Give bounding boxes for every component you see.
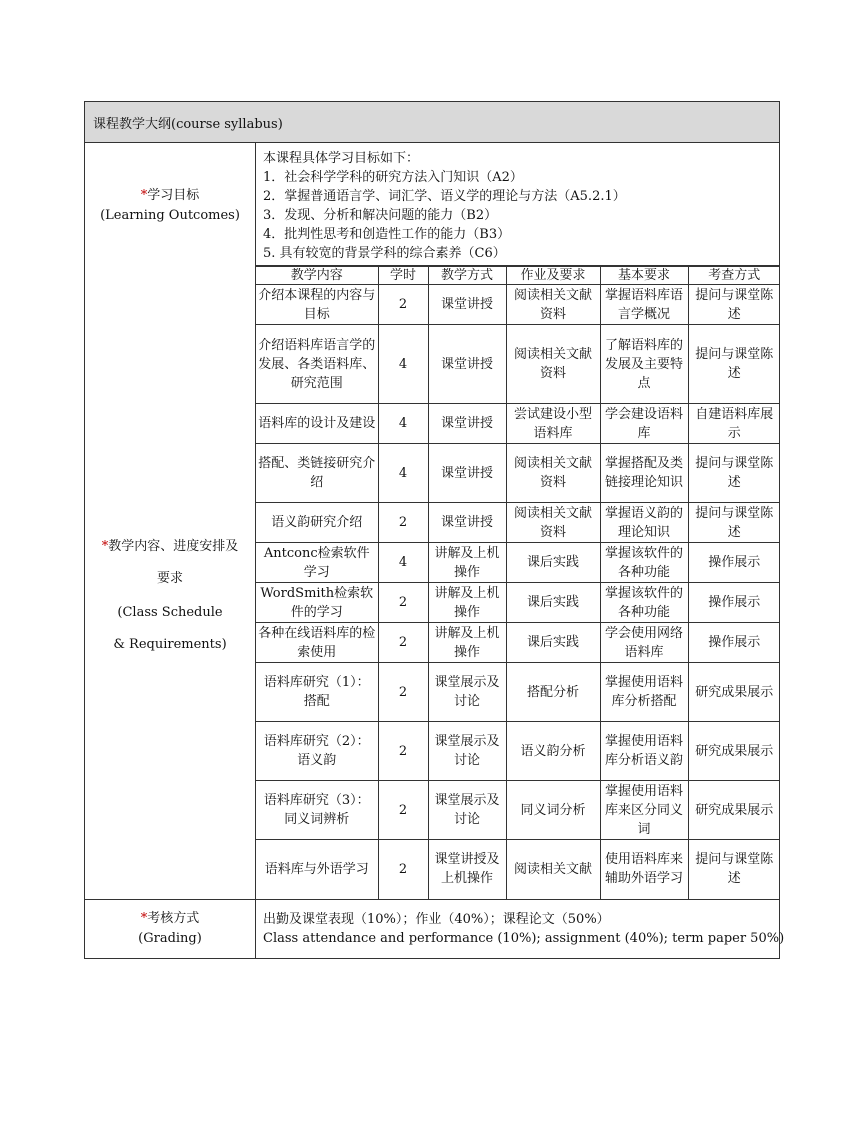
- objective-item: 5. 具有较宽的背景学科的综合素养（C6）: [263, 246, 506, 261]
- schedule-cell-content: 语料库的设计及建设: [256, 404, 378, 444]
- schedule-cell-content: 各种在线语料库的检索使用: [256, 623, 378, 663]
- objectives-label-cn: 学习目标: [147, 188, 200, 203]
- schedule-cell-hours: 2: [378, 840, 428, 899]
- required-mark: *: [140, 910, 148, 926]
- schedule-cell-hours: 4: [378, 325, 428, 404]
- schedule-cell-basic: 掌握该软件的各种功能: [600, 583, 688, 623]
- schedule-row-item: [256, 543, 780, 583]
- schedule-row-item: [256, 840, 780, 899]
- schedule-cell-assess: 操作展示: [688, 543, 780, 583]
- required-mark: *: [140, 188, 148, 203]
- schedule-cell-method: 课堂讲授: [428, 444, 506, 503]
- schedule-cell-homework: 同义词分析: [506, 781, 600, 840]
- schedule-cell-assess: 提问与课堂陈述: [688, 840, 780, 899]
- objectives-label-block: [85, 186, 255, 226]
- schedule-cell: [256, 266, 780, 900]
- schedule-cell-homework: 阅读相关文献资料: [506, 444, 600, 503]
- schedule-table: [256, 266, 780, 899]
- column-header: 教学内容: [256, 267, 378, 285]
- schedule-label-block: [85, 537, 255, 655]
- schedule-cell-homework: 阅读相关文献资料: [506, 325, 600, 404]
- syllabus-table: [84, 101, 785, 959]
- syllabus-title: 课程教学大纲(course syllabus): [85, 102, 780, 143]
- objectives-content: [256, 143, 780, 266]
- schedule-cell-assess: 研究成果展示: [688, 722, 780, 781]
- schedule-row-item: [256, 663, 780, 722]
- column-header: 考查方式: [688, 267, 780, 285]
- schedule-cell-hours: 2: [378, 722, 428, 781]
- schedule-cell-basic: 掌握搭配及类链接理论知识: [600, 444, 688, 503]
- schedule-label-en1: (Class Schedule: [117, 605, 223, 620]
- schedule-row-item: [256, 325, 780, 404]
- schedule-cell-homework: 语义韵分析: [506, 722, 600, 781]
- objective-item: 2．掌握普通语言学、词汇学、语义学的理论与方法（A5.2.1）: [263, 189, 626, 204]
- schedule-cell-homework: 阅读相关文献资料: [506, 285, 600, 325]
- grading-row: [85, 899, 780, 958]
- schedule-cell-basic: 掌握使用语料库分析搭配: [600, 663, 688, 722]
- column-header: 学时: [378, 267, 428, 285]
- schedule-cell-method: 课堂展示及讨论: [428, 663, 506, 722]
- schedule-row-item: [256, 781, 780, 840]
- schedule-cell-assess: 提问与课堂陈述: [688, 285, 780, 325]
- schedule-cell-assess: 操作展示: [688, 583, 780, 623]
- schedule-cell-content: 介绍语料库语言学的发展、各类语料库、研究范围: [256, 325, 378, 404]
- schedule-cell-homework: 搭配分析: [506, 663, 600, 722]
- objectives-intro: 本课程具体学习目标如下：: [263, 151, 420, 166]
- schedule-cell-method: 讲解及上机操作: [428, 583, 506, 623]
- schedule-cell-content: 语料库研究（2）：语义韵: [256, 722, 378, 781]
- schedule-label-cn2: 要求: [156, 571, 183, 586]
- schedule-label-en2: & Requirements): [113, 637, 227, 652]
- schedule-cell-basic: 掌握语料库语言学概况: [600, 285, 688, 325]
- schedule-cell-basic: 学会使用网络语料库: [600, 623, 688, 663]
- schedule-cell-assess: 操作展示: [688, 623, 780, 663]
- schedule-header-row: [256, 267, 780, 285]
- schedule-cell-basic: 掌握语义韵的理论知识: [600, 503, 688, 543]
- schedule-cell-assess: 自建语料库展示: [688, 404, 780, 444]
- schedule-cell-basic: 掌握该软件的各种功能: [600, 543, 688, 583]
- schedule-cell-content: 语料库研究（3）：同义词辨析: [256, 781, 378, 840]
- grading-label-en: (Grading): [138, 930, 202, 946]
- schedule-cell-hours: 2: [378, 781, 428, 840]
- schedule-cell-method: 课堂讲授: [428, 503, 506, 543]
- column-header: 教学方式: [428, 267, 506, 285]
- schedule-cell-basic: 了解语料库的发展及主要特点: [600, 325, 688, 404]
- grading-content: [256, 899, 785, 958]
- schedule-cell-content: 语料库与外语学习: [256, 840, 378, 899]
- schedule-cell-content: 介绍本课程的内容与目标: [256, 285, 378, 325]
- schedule-cell-assess: 研究成果展示: [688, 781, 780, 840]
- schedule-cell-homework: 课后实践: [506, 623, 600, 663]
- schedule-cell-hours: 2: [378, 663, 428, 722]
- schedule-cell-hours: 2: [378, 285, 428, 325]
- schedule-row-item: [256, 404, 780, 444]
- schedule-cell-method: 课堂讲授: [428, 404, 506, 444]
- schedule-cell-hours: 2: [378, 623, 428, 663]
- objectives-label-en: (Learning Outcomes): [100, 208, 240, 223]
- schedule-cell-method: 讲解及上机操作: [428, 623, 506, 663]
- schedule-row-item: [256, 583, 780, 623]
- schedule-cell-basic: 使用语料库来辅助外语学习: [600, 840, 688, 899]
- schedule-row-item: [256, 503, 780, 543]
- schedule-cell-homework: 课后实践: [506, 543, 600, 583]
- schedule-cell-method: 课堂展示及讨论: [428, 781, 506, 840]
- schedule-cell-hours: 2: [378, 503, 428, 543]
- schedule-cell-assess: 提问与课堂陈述: [688, 503, 780, 543]
- schedule-cell-basic: 掌握使用语料库来区分同义词: [600, 781, 688, 840]
- schedule-cell-homework: 阅读相关文献资料: [506, 503, 600, 543]
- schedule-cell-homework: 尝试建设小型语料库: [506, 404, 600, 444]
- schedule-row-item: [256, 285, 780, 325]
- column-header: 作业及要求: [506, 267, 600, 285]
- schedule-label-cn: 教学内容、进度安排及: [108, 539, 239, 554]
- schedule-cell-assess: 提问与课堂陈述: [688, 325, 780, 404]
- schedule-cell-hours: 2: [378, 583, 428, 623]
- schedule-cell-content: WordSmith检索软件的学习: [256, 583, 378, 623]
- schedule-cell-hours: 4: [378, 543, 428, 583]
- schedule-cell-assess: 提问与课堂陈述: [688, 444, 780, 503]
- schedule-cell-content: 搭配、类链接研究介绍: [256, 444, 378, 503]
- objective-item: 1．社会科学学科的研究方法入门知识（A2）: [263, 170, 523, 185]
- syllabus-header-row: [85, 102, 780, 143]
- grading-line-en: Class attendance and performance (10%); assignment (40%); term paper 50%): [263, 930, 785, 946]
- objectives-label: [85, 143, 256, 900]
- schedule-cell-content: Antconc检索软件学习: [256, 543, 378, 583]
- schedule-row-item: [256, 722, 780, 781]
- grading-label-cn: 考核方式: [147, 910, 200, 926]
- schedule-cell-homework: 阅读相关文献: [506, 840, 600, 899]
- grading-label: [85, 899, 256, 958]
- schedule-cell-content: 语料库研究（1）：搭配: [256, 663, 378, 722]
- schedule-cell-basic: 掌握使用语料库分析语义韵: [600, 722, 688, 781]
- schedule-cell-content: 语义韵研究介绍: [256, 503, 378, 543]
- objective-item: 4．批判性思考和创造性工作的能力（B3）: [263, 227, 511, 242]
- schedule-cell-hours: 4: [378, 404, 428, 444]
- schedule-body: [256, 285, 780, 899]
- schedule-cell-hours: 4: [378, 444, 428, 503]
- schedule-cell-method: 课堂讲授: [428, 285, 506, 325]
- schedule-cell-method: 课堂讲授: [428, 325, 506, 404]
- schedule-row-item: [256, 444, 780, 503]
- schedule-cell-homework: 课后实践: [506, 583, 600, 623]
- schedule-cell-assess: 研究成果展示: [688, 663, 780, 722]
- schedule-cell-basic: 学会建设语料库: [600, 404, 688, 444]
- schedule-cell-method: 课堂展示及讨论: [428, 722, 506, 781]
- grading-line-cn: 出勤及课堂表现（10%）；作业（40%）；课程论文（50%）: [263, 911, 610, 927]
- schedule-row-item: [256, 623, 780, 663]
- schedule-cell-method: 讲解及上机操作: [428, 543, 506, 583]
- schedule-cell-method: 课堂讲授及上机操作: [428, 840, 506, 899]
- required-mark: *: [101, 539, 109, 554]
- column-header: 基本要求: [600, 267, 688, 285]
- objective-item: 3．发现、分析和解决问题的能力（B2）: [263, 208, 498, 223]
